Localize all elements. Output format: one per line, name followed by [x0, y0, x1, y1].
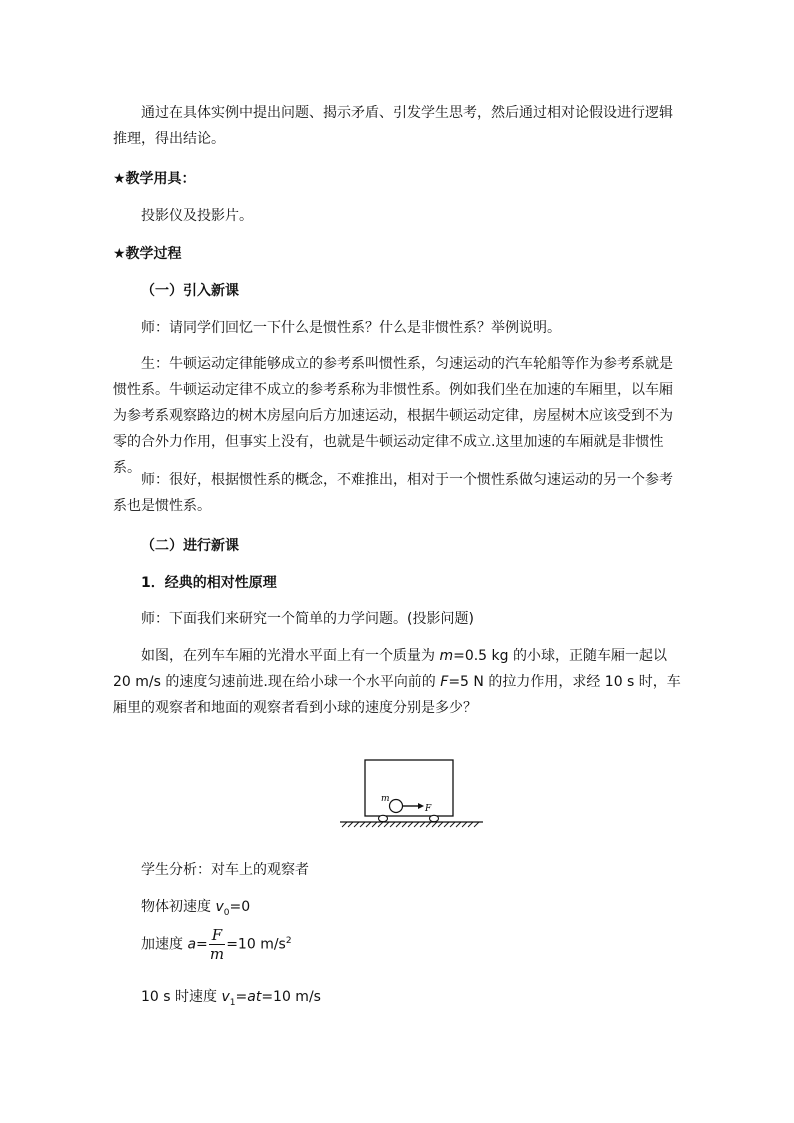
tools-heading: ★教学用具： — [113, 171, 196, 187]
ball — [390, 800, 403, 813]
acceleration-fraction: $\frac{F}{m}$ — [209, 926, 225, 963]
teacher-question: 师：请同学们回忆一下什么是惯性系？什么是非惯性系？举例说明。 — [141, 320, 561, 336]
problem-paragraph: 如图，在列车车厢的光滑水平面上有一个质量为 m=0.5 kg 的小球，正随车厢一起以 20 m/s 的速度匀速前进.现在给小球一个水平向前的 F=5 N 的拉力作用，求经 10 s 时，车厢里的观察者和地面的观察者看到小球的速度分别是多少？ — [113, 648, 681, 716]
analysis-intro: 学生分析：对车上的观察者 — [141, 862, 309, 878]
right-wheel — [430, 815, 439, 821]
acceleration-line: 加速度 a= $\frac{F}{m}$ =10 $m/s^2$ — [141, 926, 292, 963]
teacher-comment: 师：很好，根据惯性系的概念，不难推出，相对于一个惯性系做匀速运动的另一个参考系也是惯性系。 — [113, 472, 673, 514]
mass-symbol: m — [439, 648, 454, 664]
left-wheel — [379, 815, 388, 821]
train-car-figure — [338, 755, 486, 831]
tools-text: 投影仪及投影片。 — [141, 208, 253, 224]
process-heading: ★教学过程 — [113, 246, 182, 262]
force-label: F — [425, 804, 432, 814]
part2-title: （二）进行新课 — [141, 538, 239, 554]
part1-title: （一）引入新课 — [141, 283, 239, 299]
teacher-intro: 师：下面我们来研究一个简单的力学问题。(投影问题) — [141, 611, 474, 627]
ground-hatching — [342, 822, 479, 827]
force-symbol: F — [440, 674, 449, 690]
mass-label: m — [381, 794, 390, 804]
student-answer: 生：牛顿运动定律能够成立的参考系叫惯性系，匀速运动的汽车轮船等作为参考系就是惯性系。牛顿运动定律不成立的参考系称为非惯性系。例如我们坐在加速的车厢里，以车厢为参考系观察路边的树木房屋向后方加速运动，根据牛顿运动定律，房屋树木应该受到不为零的合外力作用，但事实上没有，也就是牛顿运动定律不成立.这里加速的车厢就是非惯性系。 — [113, 356, 673, 476]
method-paragraph: 通过在具体实例中提出问题、揭示矛盾、引发学生思考，然后通过相对论假设进行逻辑推理，得出结论。 — [113, 105, 673, 147]
section1-title: 1．经典的相对性原理 — [141, 575, 277, 591]
initial-velocity-line: 物体初速度 $v_0=0$ — [141, 899, 251, 918]
train-car-body — [365, 760, 453, 816]
final-velocity-line: 10 s 时速度 $v_1=at=10$ m/s — [141, 989, 321, 1008]
